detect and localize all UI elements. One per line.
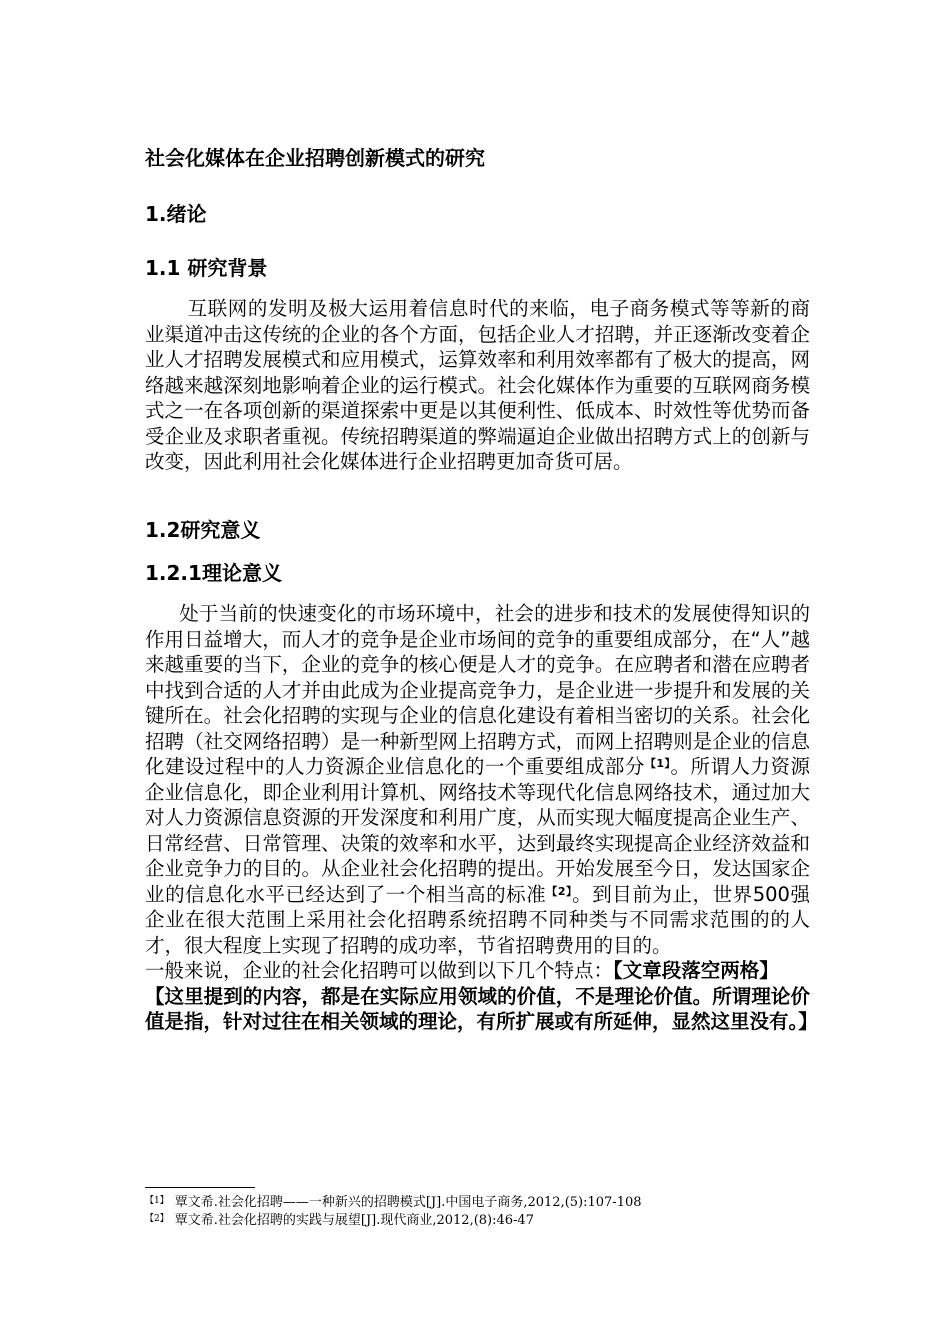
heading-theoretical-significance: 1.2.1理论意义 [145, 561, 282, 585]
footnote-ref-2[interactable]: 【2】 [546, 884, 573, 898]
review-note-theory-value: 【这里提到的内容，都是在实际应用领域的价值，不是理论价值。所谓理论价值是指，针对过往在相关领域的理论，有所扩展或有所延伸，显然这里没有。】 [145, 984, 818, 1033]
heading-research-significance: 1.2研究意义 [145, 518, 261, 542]
footnote-1-mark: 【1】 [145, 1196, 169, 1206]
footnote-1 [145, 1193, 642, 1211]
footnote-2 [145, 1211, 534, 1229]
footnote-ref-1[interactable]: 【1】 [644, 757, 671, 770]
paragraph-theory-text-b: 。所谓人力资源企业信息化，即企业利用计算机、网络技术等现代化信息网络技术，通过加大对人力资源信息资源的开发深度和利用广度，从而实现大幅度提高企业生产、日常经营、日常管理、决策的效率和水平，达到最终实现提高企业经济效益和企业竞争力的目的。从企业社会化招聘的提出。开始发展至今日，发达国家企业的信息化水平已经达到了一个相当高的标准 [145, 755, 810, 906]
paragraph-theory-text-a: 处于当前的快速变化的市场环境中，社会的进步和技术的发展使得知识的作用日益增大，而人才的竞争是企业市场间的竞争的重要组成部分，在“人”越来越重要的当下，企业的竞争的核心便是人才的竞争。在应聘者和潜在应聘者中找到合适的人才并由此成为企业提高竞争力，是企业进一步提升和发展的关键所在。社会化招聘的实现与企业的信息化建设有着相当密切的关系。社会化招聘（社交网络招聘）是一种新型网上招聘方式，而网上招聘则是企业的信息化建设过程中的人力资源企业信息化的一个重要组成部分 [145, 602, 810, 778]
footnote-separator [145, 1187, 255, 1188]
footnote-1-text: 覃文希.社会化招聘——一种新兴的招聘模式[J].中国电子商务,2012,(5):107-108 [174, 1195, 642, 1210]
paragraph-background [145, 296, 810, 475]
review-note-indent: 【文章段落空两格】 [613, 959, 779, 982]
paragraph-background-text: 互联网的发明及极大运用着信息时代的来临，电子商务模式等等新的商业渠道冲击这传统的企业的各个方面，包括企业人才招聘，并正逐渐改变着企业人才招聘发展模式和应用模式，运算效率和利用效率都有了极大的提高，网络越来越深刻地影响着企业的运行模式。社会化媒体作为重要的互联网商务模式之一在各项创新的渠道探索中更是以其便利性、低成本、时效性等优势而备受企业及求职者重视。传统招聘渠道的弊端逼迫企业做出招聘方式上的创新与改变，因此利用社会化媒体进行企业招聘更加奇货可居。 [145, 297, 810, 473]
paragraph-theory [145, 601, 818, 1035]
document-title: 社会化媒体在企业招聘创新模式的研究 [145, 146, 485, 170]
footnote-2-text: 覃文希.社会化招聘的实践与展望[J].现代商业,2012,(8):46-47 [174, 1213, 534, 1228]
footnote-2-mark: 【2】 [145, 1214, 169, 1224]
paragraph-theory-text-c: 。到目前为止，世界500强企业在很大范围上采用社会化招聘系统招聘不同种类与不同需求范围的的人才，很大程度上实现了招聘的成功率，节省招聘费用的目的。 [145, 882, 810, 957]
heading-introduction: 1.绪论 [145, 202, 207, 226]
paragraph-features-text: 一般来说，企业的社会化招聘可以做到以下几个特点： [145, 959, 614, 982]
heading-research-background: 1.1 研究背景 [145, 256, 268, 280]
